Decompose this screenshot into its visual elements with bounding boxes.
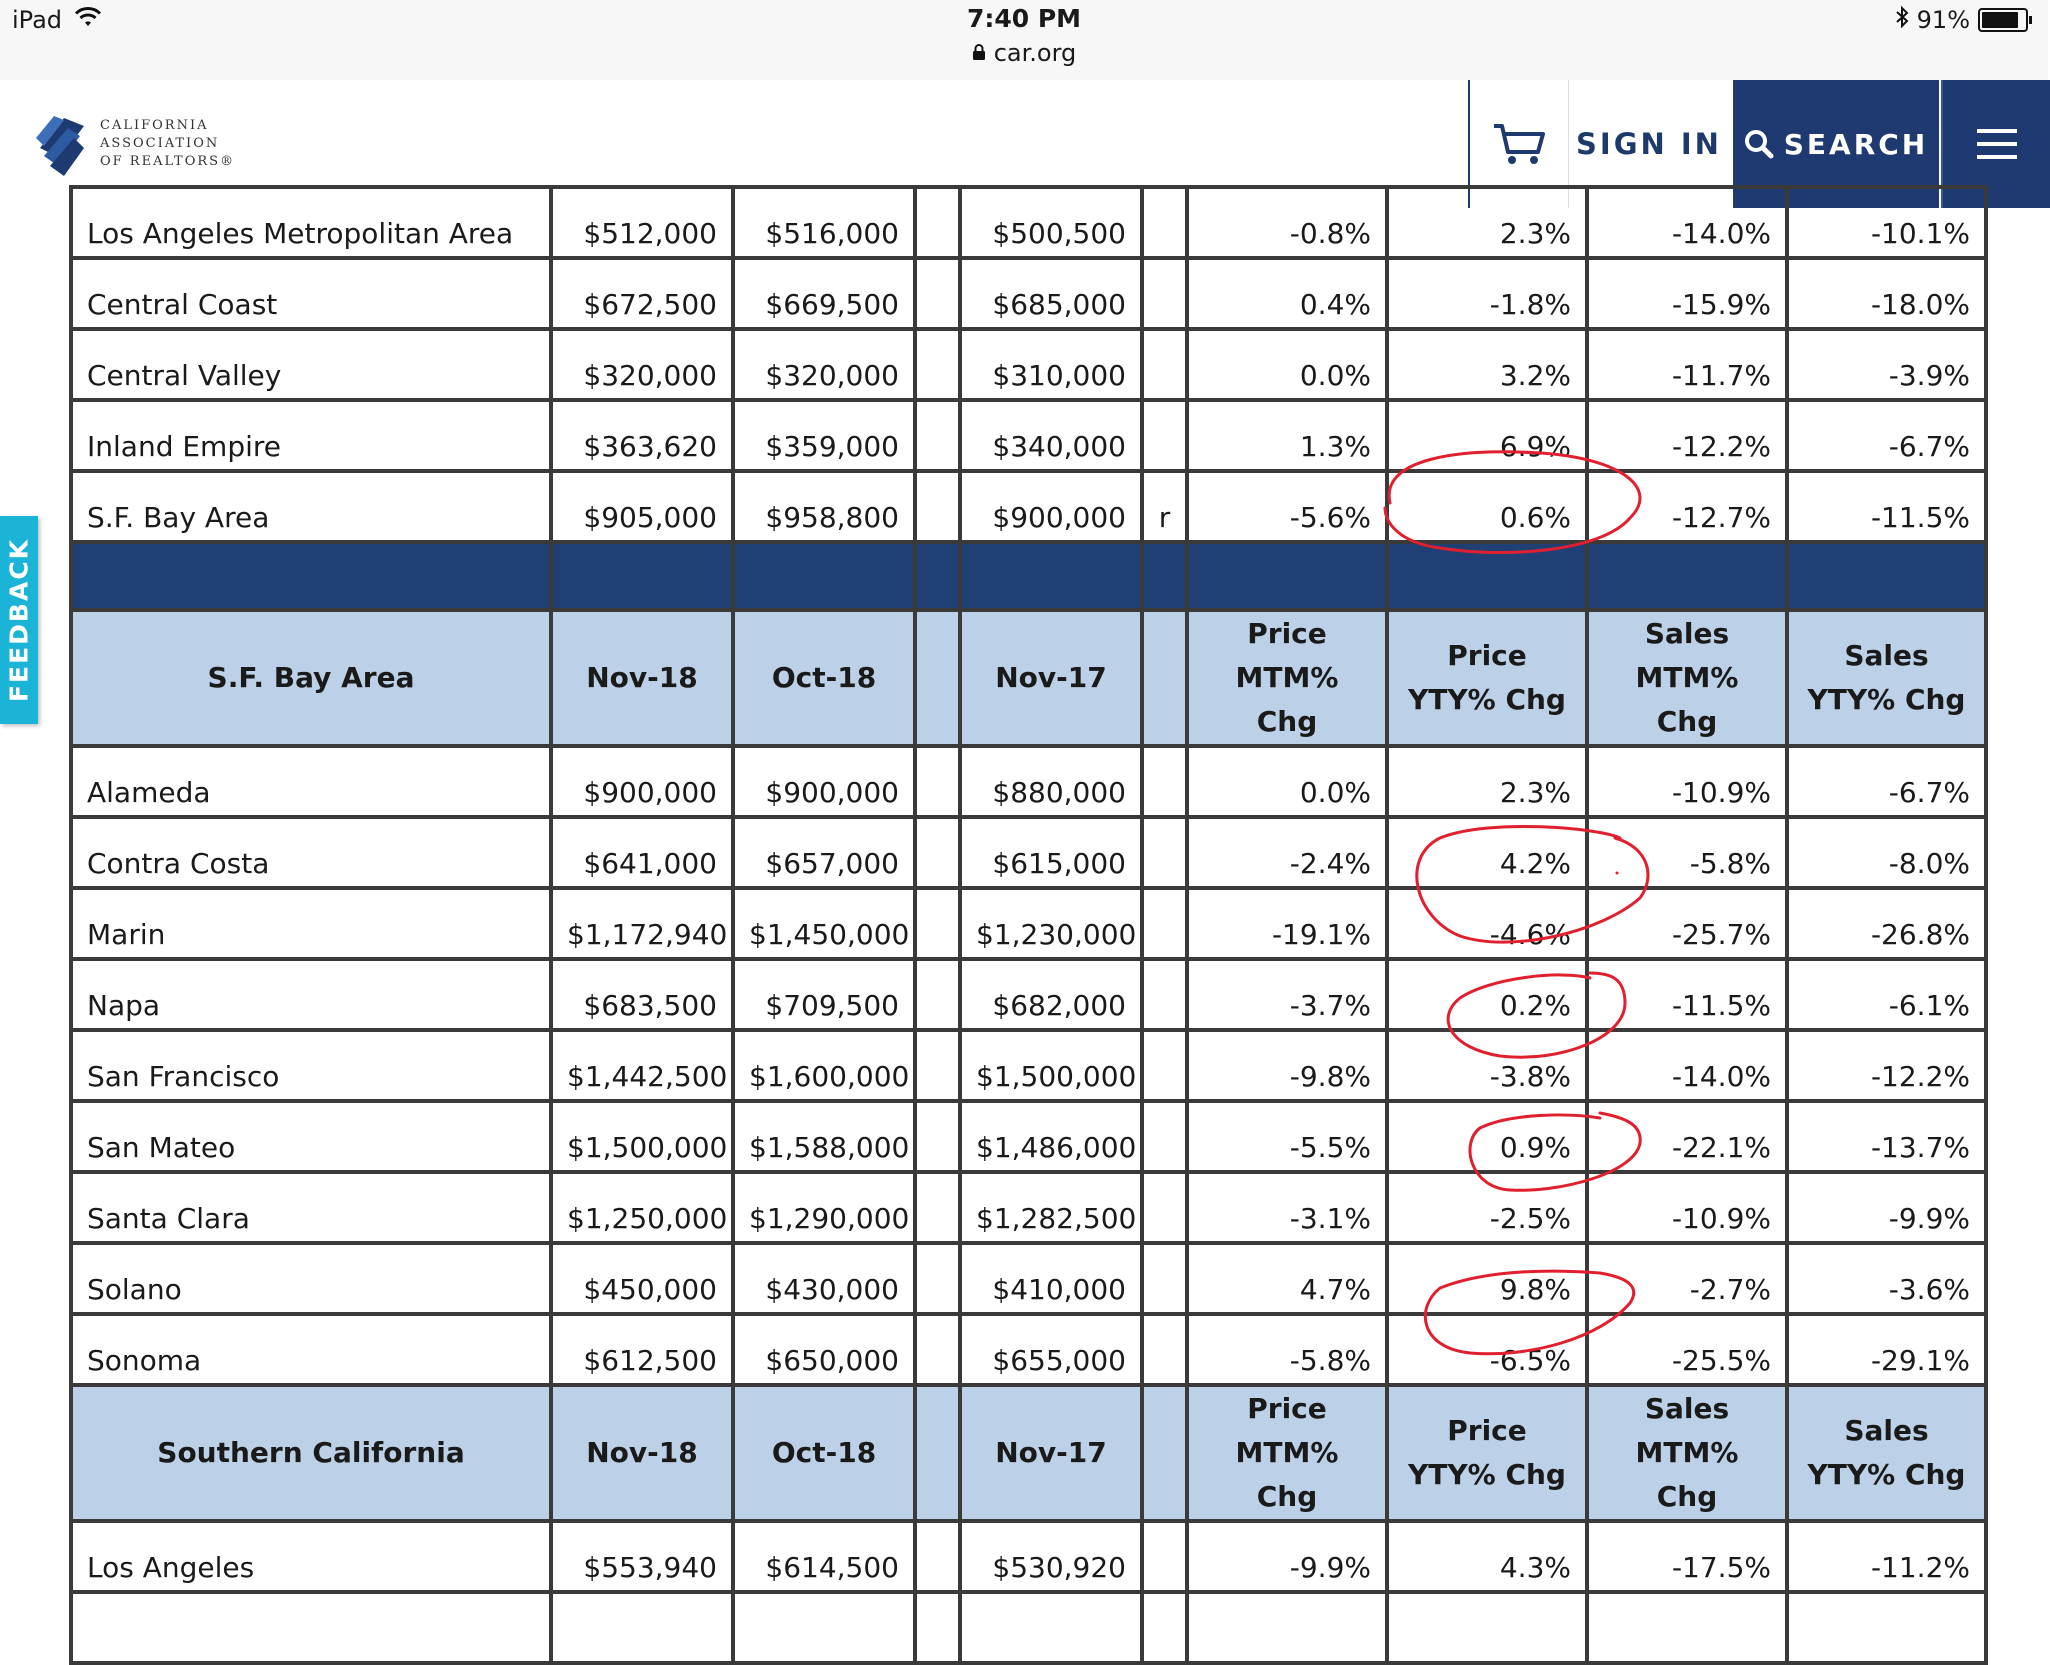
table-row: [71, 817, 1986, 888]
search-icon: [1744, 129, 1774, 159]
cell-oct18: $900,000: [733, 746, 915, 817]
cell-sales-yty: -8.0%: [1787, 817, 1986, 888]
median-price-table-region: [0, 208, 2048, 1584]
cell-nov17: $685,000: [960, 258, 1142, 329]
header-nov18: Nov-18: [551, 1385, 733, 1521]
header-flag1: [915, 1385, 960, 1521]
cell-name: Napa: [71, 959, 551, 1030]
cell-oct18: $1,588,000: [733, 1101, 915, 1172]
cell-sales-yty: -26.8%: [1787, 888, 1986, 959]
table-row: [71, 1592, 1986, 1663]
cell-sales-yty: -3.9%: [1787, 329, 1986, 400]
header-name: S.F. Bay Area: [71, 610, 551, 746]
bluetooth-icon: [1895, 6, 1909, 34]
cell-sales-yty: [1787, 1592, 1986, 1663]
header-sales-yty: Sales YTY% Chg: [1787, 1385, 1986, 1521]
table-row: [71, 258, 1986, 329]
cell-oct18: $516,000: [733, 187, 915, 258]
divider-cell: [71, 542, 551, 610]
cell-flag2: [1142, 817, 1187, 888]
status-right: [1895, 6, 2028, 34]
cell-nov18: $553,940: [551, 1521, 733, 1592]
divider-cell: [1142, 542, 1187, 610]
cell-price-mtm: -0.8%: [1187, 187, 1387, 258]
header-price-yty: Price YTY% Chg: [1387, 610, 1587, 746]
median-price-table: [69, 185, 1988, 1665]
cell-oct18: $709,500: [733, 959, 915, 1030]
cell-name: Alameda: [71, 746, 551, 817]
cell-oct18: $359,000: [733, 400, 915, 471]
cell-flag2: [1142, 258, 1187, 329]
cell-sales-yty: -29.1%: [1787, 1314, 1986, 1385]
cell-nov17: $500,500: [960, 187, 1142, 258]
cell-nov17: [960, 1592, 1142, 1663]
cell-price-mtm: 0.0%: [1187, 329, 1387, 400]
cell-flag1: [915, 1030, 960, 1101]
cell-oct18: $1,290,000: [733, 1172, 915, 1243]
header-price-mtm: Price MTM% Chg: [1187, 1385, 1387, 1521]
divider-cell: [960, 542, 1142, 610]
cell-flag2: r: [1142, 471, 1187, 542]
cell-name: Central Coast: [71, 258, 551, 329]
ios-status-bar: [0, 0, 2048, 81]
cell-sales-mtm: -22.1%: [1587, 1101, 1787, 1172]
cell-sales-mtm: [1587, 1592, 1787, 1663]
header-price-yty: Price YTY% Chg: [1387, 1385, 1587, 1521]
cell-flag2: [1142, 1592, 1187, 1663]
cell-name: [71, 1592, 551, 1663]
cell-flag1: [915, 471, 960, 542]
cell-nov18: $612,500: [551, 1314, 733, 1385]
cell-name: San Francisco: [71, 1030, 551, 1101]
cell-sales-mtm: -14.0%: [1587, 187, 1787, 258]
cell-name: S.F. Bay Area: [71, 471, 551, 542]
cell-nov17: $530,920: [960, 1521, 1142, 1592]
cell-flag1: [915, 329, 960, 400]
cell-nov18: $450,000: [551, 1243, 733, 1314]
header-sales-mtm: Sales MTM% Chg: [1587, 610, 1787, 746]
menu-bar: [1977, 155, 2017, 159]
cell-oct18: $657,000: [733, 817, 915, 888]
cell-flag1: [915, 258, 960, 329]
divider-cell: [1387, 542, 1587, 610]
cell-nov18: $1,500,000: [551, 1101, 733, 1172]
cell-price-mtm: -3.1%: [1187, 1172, 1387, 1243]
cell-price-mtm: -9.8%: [1187, 1030, 1387, 1101]
cell-oct18: $958,800: [733, 471, 915, 542]
cell-flag2: [1142, 746, 1187, 817]
battery-fill: [1982, 12, 2018, 28]
cell-flag1: [915, 1592, 960, 1663]
cell-flag2: [1142, 1521, 1187, 1592]
logo-line: ASSOCIATION: [100, 136, 220, 151]
cell-oct18: $669,500: [733, 258, 915, 329]
cell-flag2: [1142, 1030, 1187, 1101]
divider-cell: [1787, 542, 1986, 610]
table-row: [71, 746, 1986, 817]
cell-sales-mtm: -15.9%: [1587, 258, 1787, 329]
cell-sales-mtm: -25.5%: [1587, 1314, 1787, 1385]
cell-sales-yty: -11.5%: [1787, 471, 1986, 542]
feedback-tab[interactable]: [0, 516, 38, 724]
cell-sales-yty: -6.7%: [1787, 400, 1986, 471]
cell-price-yty: 6.9%: [1387, 400, 1587, 471]
cell-oct18: [733, 1592, 915, 1663]
cell-flag2: [1142, 888, 1187, 959]
cell-price-yty: 3.2%: [1387, 329, 1587, 400]
cell-price-mtm: -5.6%: [1187, 471, 1387, 542]
cell-sales-yty: -9.9%: [1787, 1172, 1986, 1243]
cell-name: Los Angeles Metropolitan Area: [71, 187, 551, 258]
sign-in-link[interactable]: SIGN IN: [1576, 127, 1722, 161]
search-label: SEARCH: [1783, 127, 1929, 161]
cell-sales-yty: -6.1%: [1787, 959, 1986, 1030]
table-row: [71, 888, 1986, 959]
car-logo-emblem: [34, 108, 90, 180]
table-row: [71, 959, 1986, 1030]
cell-price-yty: 9.8%: [1387, 1243, 1587, 1314]
status-time: 7:40 PM: [966, 4, 1082, 33]
header-price-mtm: Price MTM% Chg: [1187, 610, 1387, 746]
cell-price-mtm: -19.1%: [1187, 888, 1387, 959]
cell-name: Marin: [71, 888, 551, 959]
cell-price-yty: 0.9%: [1387, 1101, 1587, 1172]
header-flag2: [1142, 1385, 1187, 1521]
cell-sales-mtm: -11.7%: [1587, 329, 1787, 400]
status-center: [0, 4, 2048, 67]
cell-flag1: [915, 959, 960, 1030]
header-sales-yty: Sales YTY% Chg: [1787, 610, 1986, 746]
cell-oct18: $430,000: [733, 1243, 915, 1314]
cell-nov18: $1,172,940: [551, 888, 733, 959]
cell-nov17: $1,282,500: [960, 1172, 1142, 1243]
cell-name: Los Angeles: [71, 1521, 551, 1592]
logo-line: CALIFORNIA: [100, 118, 209, 133]
cell-nov17: $340,000: [960, 400, 1142, 471]
cell-sales-yty: -18.0%: [1787, 258, 1986, 329]
url-text: car.org: [993, 39, 1077, 67]
cell-flag1: [915, 1101, 960, 1172]
table-row: [71, 1314, 1986, 1385]
cell-nov17: $655,000: [960, 1314, 1142, 1385]
cell-flag2: [1142, 187, 1187, 258]
logo-line: OF REALTORS®: [100, 154, 236, 169]
cell-sales-yty: -3.6%: [1787, 1243, 1986, 1314]
feedback-label: FEEDBACK: [4, 537, 34, 703]
battery-percent: 91%: [1916, 6, 1970, 34]
cell-sales-mtm: -10.9%: [1587, 746, 1787, 817]
table-row: [71, 471, 1986, 542]
device-label: iPad: [12, 6, 63, 34]
cell-nov17: $410,000: [960, 1243, 1142, 1314]
cell-price-mtm: 4.7%: [1187, 1243, 1387, 1314]
logo-text: [100, 117, 235, 171]
table-row: [71, 1030, 1986, 1101]
cell-oct18: $1,450,000: [733, 888, 915, 959]
cell-nov17: $310,000: [960, 329, 1142, 400]
cell-price-yty: [1387, 1592, 1587, 1663]
cell-nov17: $900,000: [960, 471, 1142, 542]
table-row: [71, 1172, 1986, 1243]
cell-nov17: $615,000: [960, 817, 1142, 888]
cell-price-mtm: -2.4%: [1187, 817, 1387, 888]
cell-nov18: $641,000: [551, 817, 733, 888]
cell-name: Inland Empire: [71, 400, 551, 471]
cell-oct18: $320,000: [733, 329, 915, 400]
cell-sales-mtm: -12.2%: [1587, 400, 1787, 471]
cell-flag1: [915, 1243, 960, 1314]
cell-sales-mtm: -17.5%: [1587, 1521, 1787, 1592]
cell-nov18: $672,500: [551, 258, 733, 329]
cell-nov18: $1,442,500: [551, 1030, 733, 1101]
cell-flag1: [915, 187, 960, 258]
cell-price-yty: -1.8%: [1387, 258, 1587, 329]
cell-price-yty: -3.8%: [1387, 1030, 1587, 1101]
battery-icon: [1978, 8, 2028, 32]
cell-name: Solano: [71, 1243, 551, 1314]
cell-nov17: $1,500,000: [960, 1030, 1142, 1101]
cell-name: Santa Clara: [71, 1172, 551, 1243]
header-oct18: Oct-18: [733, 1385, 915, 1521]
cell-flag2: [1142, 1172, 1187, 1243]
cell-nov17: $1,486,000: [960, 1101, 1142, 1172]
divider-cell: [1587, 542, 1787, 610]
cart-icon: [1492, 122, 1546, 166]
cell-oct18: $614,500: [733, 1521, 915, 1592]
cell-flag2: [1142, 1314, 1187, 1385]
table-body: [71, 187, 1986, 1663]
cell-nov17: $1,230,000: [960, 888, 1142, 959]
menu-bar: [1977, 142, 2017, 146]
cell-flag1: [915, 1521, 960, 1592]
cell-sales-yty: -11.2%: [1787, 1521, 1986, 1592]
cell-name: Contra Costa: [71, 817, 551, 888]
table-row: [71, 329, 1986, 400]
cell-flag1: [915, 817, 960, 888]
divider-cell: [1187, 542, 1387, 610]
cell-price-yty: 2.3%: [1387, 746, 1587, 817]
header-nov17: Nov-17: [960, 1385, 1142, 1521]
cell-name: Central Valley: [71, 329, 551, 400]
table-row: [71, 1101, 1986, 1172]
cell-sales-mtm: -25.7%: [1587, 888, 1787, 959]
cell-nov18: $683,500: [551, 959, 733, 1030]
cell-nov18: $363,620: [551, 400, 733, 471]
address-bar[interactable]: [0, 39, 2048, 67]
header-flag1: [915, 610, 960, 746]
table-row: [71, 1521, 1986, 1592]
cell-price-mtm: -3.7%: [1187, 959, 1387, 1030]
cell-flag2: [1142, 1243, 1187, 1314]
cell-price-mtm: -5.5%: [1187, 1101, 1387, 1172]
cell-flag2: [1142, 400, 1187, 471]
header-nov17: Nov-17: [960, 610, 1142, 746]
cell-price-mtm: 0.0%: [1187, 746, 1387, 817]
cell-nov18: $905,000: [551, 471, 733, 542]
cell-sales-yty: -12.2%: [1787, 1030, 1986, 1101]
header-nov18: Nov-18: [551, 610, 733, 746]
cell-sales-yty: -6.7%: [1787, 746, 1986, 817]
cell-price-mtm: 1.3%: [1187, 400, 1387, 471]
cell-sales-mtm: -11.5%: [1587, 959, 1787, 1030]
cell-oct18: $1,600,000: [733, 1030, 915, 1101]
cell-sales-mtm: -2.7%: [1587, 1243, 1787, 1314]
car-logo[interactable]: [34, 108, 235, 180]
header-flag2: [1142, 610, 1187, 746]
divider-cell: [551, 542, 733, 610]
cell-sales-mtm: -12.7%: [1587, 471, 1787, 542]
table-row: [71, 400, 1986, 471]
divider-cell: [733, 542, 915, 610]
cell-price-yty: 4.2%: [1387, 817, 1587, 888]
cell-flag1: [915, 1314, 960, 1385]
cell-flag1: [915, 400, 960, 471]
section-header-row: [71, 1385, 1986, 1521]
cell-price-yty: -6.5%: [1387, 1314, 1587, 1385]
cell-sales-yty: -13.7%: [1787, 1101, 1986, 1172]
header-oct18: Oct-18: [733, 610, 915, 746]
cell-nov18: $512,000: [551, 187, 733, 258]
cell-price-yty: 0.6%: [1387, 471, 1587, 542]
cell-nov18: $900,000: [551, 746, 733, 817]
cell-nov18: $1,250,000: [551, 1172, 733, 1243]
cell-oct18: $650,000: [733, 1314, 915, 1385]
cell-nov17: $880,000: [960, 746, 1142, 817]
header-name: Southern California: [71, 1385, 551, 1521]
cell-price-yty: 4.3%: [1387, 1521, 1587, 1592]
table-row: [71, 1243, 1986, 1314]
cell-sales-mtm: -14.0%: [1587, 1030, 1787, 1101]
cell-price-yty: -2.5%: [1387, 1172, 1587, 1243]
cell-price-mtm: 0.4%: [1187, 258, 1387, 329]
cell-flag1: [915, 746, 960, 817]
cell-price-mtm: -9.9%: [1187, 1521, 1387, 1592]
lock-icon: [972, 39, 986, 67]
menu-bar: [1977, 129, 2017, 133]
cell-flag2: [1142, 329, 1187, 400]
cell-sales-mtm: -10.9%: [1587, 1172, 1787, 1243]
divider-cell: [915, 542, 960, 610]
cell-flag2: [1142, 1101, 1187, 1172]
cell-name: San Mateo: [71, 1101, 551, 1172]
cell-price-yty: 0.2%: [1387, 959, 1587, 1030]
cell-sales-mtm: -5.8%: [1587, 817, 1787, 888]
cell-flag1: [915, 1172, 960, 1243]
table-row: [71, 187, 1986, 258]
section-divider-row: [71, 542, 1986, 610]
cell-sales-yty: -10.1%: [1787, 187, 1986, 258]
cell-flag1: [915, 888, 960, 959]
cell-name: Sonoma: [71, 1314, 551, 1385]
cell-price-yty: -4.6%: [1387, 888, 1587, 959]
header-sales-mtm: Sales MTM% Chg: [1587, 1385, 1787, 1521]
cell-price-mtm: [1187, 1592, 1387, 1663]
cell-price-mtm: -5.8%: [1187, 1314, 1387, 1385]
section-header-row: [71, 610, 1986, 746]
cell-price-yty: 2.3%: [1387, 187, 1587, 258]
cell-nov17: $682,000: [960, 959, 1142, 1030]
cell-nov18: $320,000: [551, 329, 733, 400]
cell-nov18: [551, 1592, 733, 1663]
cell-flag2: [1142, 959, 1187, 1030]
